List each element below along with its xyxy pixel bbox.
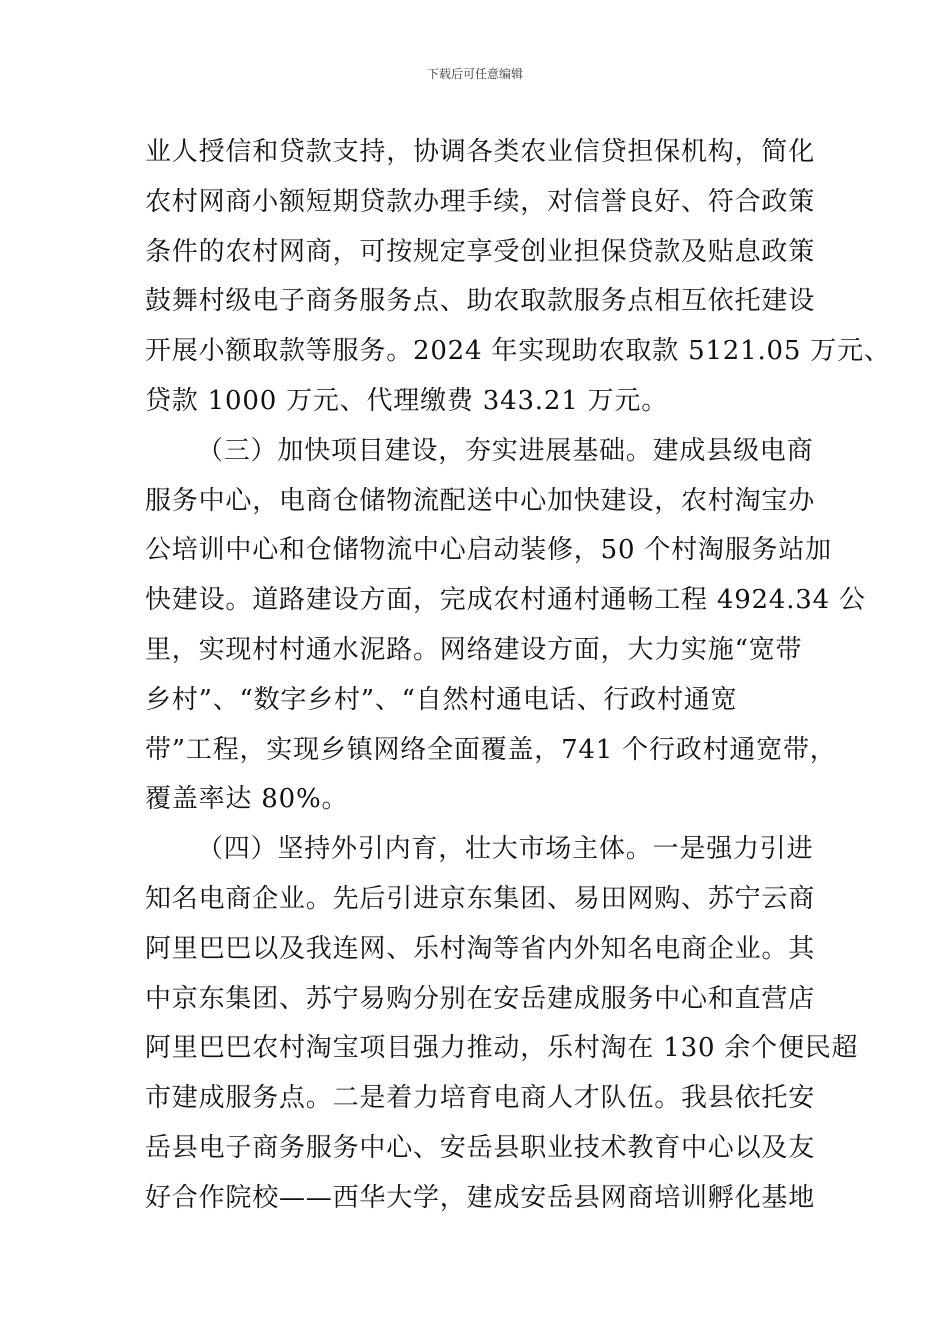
- page-header: 下载后可任意编辑: [426, 67, 523, 81]
- paragraph-project-construction: [145, 427, 866, 825]
- text-line: 市建成服务点。二是着力培育电商人才队伍。我县依托安: [145, 1083, 816, 1114]
- text-line: 带”工程，实现乡镇网络全面覆盖，741 个行政村通宽带，: [145, 734, 837, 765]
- text-line: 岳县电子商务服务中心、安岳县职业技术教育中心以及友: [145, 1132, 816, 1163]
- text-line: （四）坚持外引内育，壮大市场主体。一是强力引进: [197, 834, 814, 865]
- paragraph-continued: [145, 128, 891, 427]
- text-line: 快建设。道路建设方面，完成农村通村通畅工程 4924.34 公: [145, 585, 866, 616]
- text-line: 贷款 1000 万元、代理缴费 343.21 万元。: [145, 385, 669, 416]
- text-line: 中京东集团、苏宁易购分别在安岳建成服务中心和直营店: [145, 983, 816, 1014]
- text-line: 里，实现村村通水泥路。网络建设方面，大力实施“宽带: [145, 634, 803, 665]
- text-line: 乡村”、“数字乡村”、“自然村通电话、行政村通宽: [145, 684, 738, 715]
- text-line: 知名电商企业。先后引进京东集团、易田网购、苏宁云商: [145, 883, 816, 914]
- text-line: 覆盖率达 80%。: [145, 784, 349, 815]
- text-line: 条件的农村网商，可按规定享受创业担保贷款及贴息政策: [145, 236, 816, 267]
- text-line: 阿里巴巴以及我连网、乐村淘等省内外知名电商企业。其: [145, 933, 816, 964]
- text-line: 公培训中心和仓储物流中心启动装修，50 个村淘服务站加: [145, 535, 832, 566]
- text-line: 农村网商小额短期贷款办理手续，对信誉良好、符合政策: [145, 186, 816, 217]
- paragraph-market-entities: [145, 825, 859, 1223]
- document-body: [145, 128, 891, 1224]
- text-line: 服务中心，电商仓储物流配送中心加快建设，农村淘宝办: [145, 485, 816, 516]
- text-line: 鼓舞村级电子商务服务点、助农取款服务点相互依托建设: [145, 286, 816, 317]
- text-line: 好合作院校——西华大学，建成安岳县网商培训孵化基地: [145, 1182, 816, 1213]
- text-line: 阿里巴巴农村淘宝项目强力推动，乐村淘在 130 余个便民超: [145, 1033, 859, 1064]
- text-line: 开展小额取款等服务。2024 年实现助农取款 5121.05 万元、: [145, 336, 891, 367]
- text-line: （三）加快项目建设，夯实进展基础。建成县级电商: [197, 435, 814, 466]
- text-line: 业人授信和贷款支持，协调各类农业信贷担保机构，简化: [145, 137, 816, 167]
